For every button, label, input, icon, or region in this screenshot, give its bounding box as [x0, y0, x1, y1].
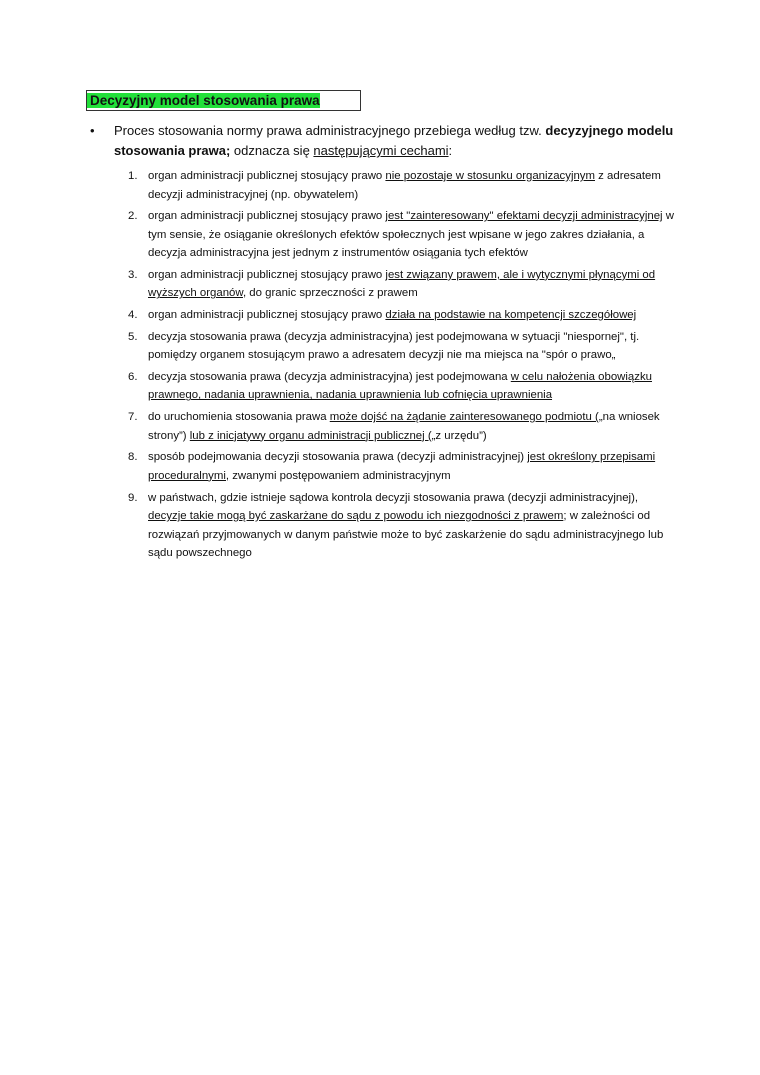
item-text: ; w zależności od rozwiązań przyjmowanych w danym państwie może to być zaskarżenie do sądu administracyjnego lub sądu powszechnego [148, 510, 664, 559]
item-underlined: lub z inicjatywy organu administracji publicznej ( [189, 429, 432, 442]
title-highlight-1: Decyzyjny [87, 93, 156, 108]
list-item [128, 368, 678, 405]
item-text: organ administracji publicznej stosujący prawo [148, 268, 386, 281]
item-text: w państwach, gdzie istnieje sądowa kontrola decyzji stosowania prawa (decyzji administracyjnej), [148, 491, 639, 504]
list-item [128, 167, 678, 204]
features-list [128, 167, 678, 566]
section-title [86, 90, 361, 111]
item-text: decyzja stosowania prawa (decyzja administracyjna) jest podejmowana w sytuacji "niespornej", tj. pomiędzy organem stosującym prawo a adresatem decyzji nie ma miejsca na "spór o prawo„ [148, 330, 640, 362]
title-highlight-2: model stosowania prawa [156, 93, 320, 108]
list-item [128, 266, 678, 303]
item-underlined: w celu nałożenia obowiązku prawnego, nadania uprawnienia, nadania uprawnienia lub cofnięcia uprawnienia [148, 370, 652, 402]
item-text: sposób podejmowania decyzji stosowania prawa (decyzji administracyjnej) [148, 451, 528, 464]
item-text: do uruchomienia stosowania prawa [148, 411, 330, 424]
intro-underlined: następującymi cechami [313, 143, 449, 158]
item-number: 5. [128, 330, 138, 343]
item-number: 6. [128, 370, 138, 383]
list-item [128, 408, 678, 445]
item-text: decyzja stosowania prawa (decyzja administracyjna) jest podejmowana [148, 370, 511, 383]
list-item [128, 306, 678, 325]
item-underlined: decyzje takie mogą być zaskarżane do sądu z powodu ich niezgodności z prawem [148, 510, 564, 522]
item-text: zwanymi postępowaniem administracyjnym [229, 469, 451, 482]
list-item [128, 489, 678, 563]
item-number: 3. [128, 268, 138, 281]
item-underlined: może dojść na żądanie zainteresowanego podmiotu ( [329, 411, 599, 424]
item-text: organ administracji publicznej stosujący prawo [148, 170, 386, 182]
intro-text-1: Proces stosowania normy prawa administracyjnego przebiega według tzw. [114, 123, 546, 138]
item-underlined: działa na podstawie na kompetencji szczegółowej [385, 309, 637, 322]
intro-paragraph [114, 121, 674, 161]
item-text: w tym sensie, że osiąganie określonych efektów społecznych jest wpisane w jego zakres działania, a decyzja administracyjna jest jednym z instrumentów osiągania tych efektów [148, 210, 674, 260]
item-text: , do granic sprzeczności z prawem [242, 287, 418, 300]
intro-text-3: : [448, 143, 453, 158]
item-number: 9. [128, 491, 138, 504]
item-underlined: jest "zainteresowany" efektami decyzji administracyjnej [385, 210, 663, 223]
item-text: organ administracji publicznej stosujący prawo [148, 210, 386, 223]
item-underlined: nie pozostaje w stosunku organizacyjnym [385, 170, 595, 182]
item-text: organ administracji publicznej stosujący prawo [148, 309, 386, 322]
intro-text-2: odznacza się [230, 143, 314, 158]
item-number: 4. [128, 309, 138, 322]
item-text: „z urzędu”) [431, 429, 487, 442]
item-text: „na wniosek strony”) [148, 411, 660, 442]
item-underlined: jest związany prawem, ale i wytycznymi płynącymi od wyższych organów [148, 268, 656, 300]
item-underlined: jest określony przepisami proceduralnymi, [148, 451, 656, 482]
list-item [128, 207, 678, 263]
item-number: 8. [128, 451, 138, 464]
bullet-icon: • [90, 123, 95, 138]
item-number: 2. [128, 210, 138, 223]
item-number: 7. [128, 411, 138, 424]
item-text: z adresatem decyzji administracyjnej (np. obywatelem) [148, 170, 661, 201]
intro-bold-term: decyzyjnego modelu stosowania prawa; [114, 123, 674, 158]
list-item [128, 448, 678, 485]
item-number: 1. [128, 170, 138, 182]
list-item [128, 328, 678, 365]
